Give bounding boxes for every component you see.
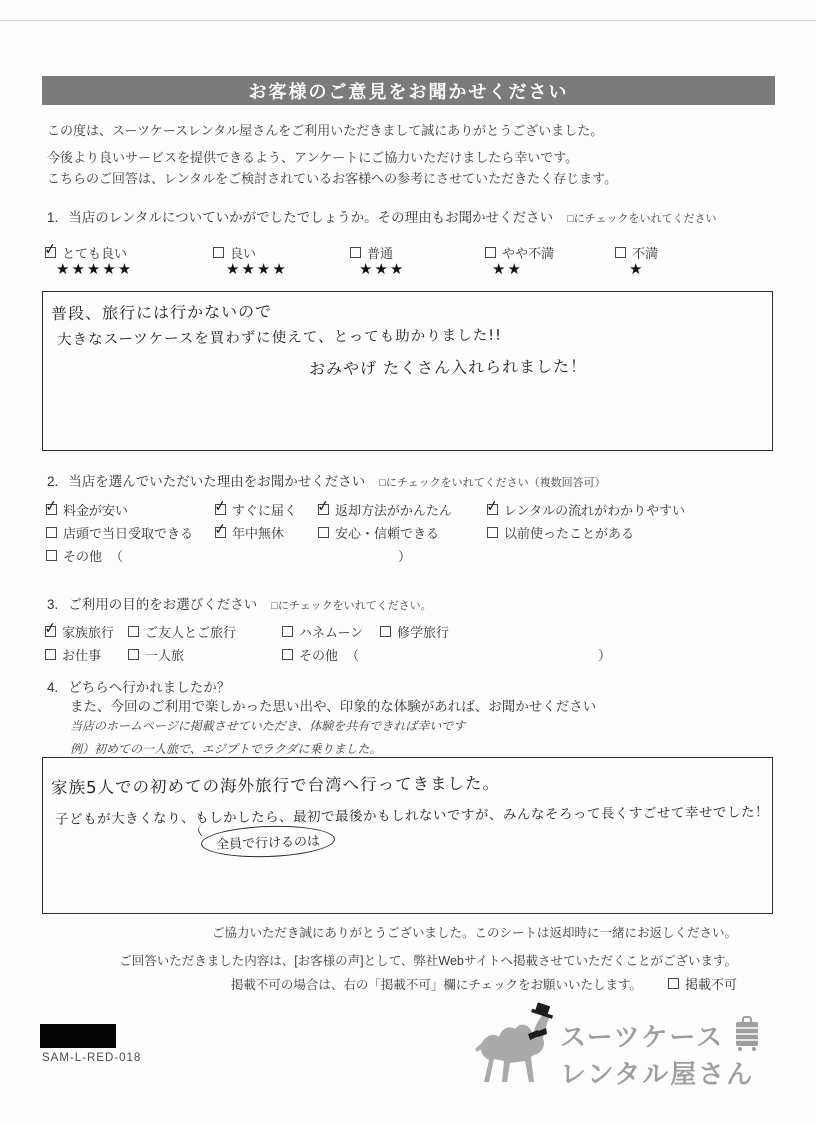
no-publish-option[interactable] [668,974,737,993]
checkbox-fast-delivery[interactable] [215,504,226,515]
logo-line-1: スーツケース [560,1021,725,1052]
suitcase-icon [734,1016,760,1057]
q1-heading [47,206,716,226]
star-rating-2: ★★ [492,261,523,278]
checkbox-open-all-year[interactable] [215,527,226,538]
intro-line-3: こちらのご回答は、レンタルをご検討されているお客様への参考にさせていただきたく存じます。 [47,171,618,186]
checkbox-slightly-dissatisfied[interactable] [485,247,496,258]
q2-option-other[interactable] [46,546,123,565]
option-label: やや不満 [502,246,555,261]
q4-note: 当店のホームページに掲載させていただき、体験を共有できれば幸いです [70,719,466,733]
checkbox-normal[interactable] [350,247,361,258]
q1-handwritten-line-2: 大きなスーツケースを買わずに使えて、とっても助かりました!! [56,327,502,349]
q3-number: 3. [47,597,59,612]
option-label: その他 [63,549,103,564]
option-label: 安心・信頼できる [335,526,440,541]
star-rating-1: ★ [629,261,645,278]
logo-wordmark [560,1016,760,1091]
q1-title: 当店のレンタルについていかがでしたでしょうか。その理由もお聞かせください [68,210,554,225]
q4-example: 例）初めての一人旅で、エジプトでラクダに乗りました。 [70,742,382,756]
intro-lines-2-3 [47,147,617,189]
footer-line-1: ご協力いただき誠にありがとうございました。このシートは返却時に一緒にお返しください。 [211,926,737,940]
checkbox-cheap[interactable] [46,504,57,515]
option-label: レンタルの流れがわかりやすい [504,503,686,518]
q1-number: 1. [47,210,59,225]
checkbox-trustworthy[interactable] [318,527,329,538]
logo-line-2: レンタル屋さん [560,1059,755,1089]
option-label: ご友人とご旅行 [145,625,237,640]
document-code: SAM-L-RED-018 [42,1052,142,1064]
checkbox-q3-other[interactable] [282,649,293,660]
q2-option-trustworthy[interactable] [318,523,439,542]
q4-heading [47,678,596,759]
q1-handwritten-line-1: 普段、旅行には行かないので [50,301,273,324]
option-label: 店頭で当日受取できる [63,526,194,541]
camel-logo-icon [468,1002,568,1102]
q2-option-store-pickup[interactable] [46,523,193,542]
q3-heading [47,593,432,613]
q3-title: ご利用の目的をお選びください [68,597,258,612]
star-rating-3: ★★★ [359,261,406,278]
scan-artifact-line [0,20,816,21]
checkbox-honeymoon[interactable] [282,626,293,637]
checkbox-friends-trip[interactable] [128,626,139,637]
q4-title-2: また、今回のご利用で楽しかった思い出や、印象的な体験があれば、お聞かせください [70,699,597,714]
other-open-paren: （ [346,648,360,663]
option-label: 以前使ったことがある [504,526,635,541]
q4-handwritten-line-2: 子どもが大きくなり、もしかしたら、最初で最後かもしれないですが、みんなそろって長くすごせて幸せでした！ [54,804,770,828]
q2-option-easy-return[interactable] [318,500,452,519]
q2-title: 当店を選んでいただいた理由をお聞かせください [68,474,366,489]
intro-line-2: 今後より良いサービスを提供できるよう、アンケートにご協力いただけましたら幸いです。 [47,150,579,165]
option-label: その他 [299,648,339,663]
option-label: ハネムーン [299,625,364,640]
q4-handwritten-line-1: 家族5人での初めての海外旅行で台湾へ行ってきました。 [50,773,501,798]
option-label: 不満 [632,246,659,261]
q2-heading [47,470,606,490]
footer-line-3-text: 掲載不可の場合は、右の「掲載不可」欄にチェックをお願いいたします。 [230,977,642,992]
checkbox-used-before[interactable] [487,527,498,538]
no-publish-label: 掲載不可 [684,977,737,992]
star-rating-4: ★★★★ [226,261,288,278]
q3-option-other[interactable] [282,645,359,664]
checkbox-family-trip[interactable] [45,626,56,637]
checkbox-work[interactable] [45,649,56,660]
q3-option-friends-trip[interactable] [128,622,236,641]
q1-answer-box[interactable] [42,291,773,451]
q2-other-close-paren: ） [398,549,412,564]
q3-option-solo-trip[interactable] [128,645,184,664]
checkbox-store-pickup[interactable] [46,527,57,538]
q3-option-honeymoon[interactable] [282,622,363,641]
star-rating-5: ★★★★★ [56,261,134,278]
other-open-paren: （ [110,549,124,564]
q2-option-open-all-year[interactable] [215,523,284,542]
option-label: 返却方法がかんたん [335,503,453,518]
option-label: すぐに届く [232,503,298,518]
option-label: 良い [230,246,257,261]
footer-line-3 [42,974,737,993]
q4-handwritten-insertion-bubble: 全員で行けるのは [200,824,335,860]
checkbox-dissatisfied[interactable] [615,247,626,258]
form-title: お客様のご意見をお聞かせください [248,81,569,102]
redacted-block [40,1024,116,1048]
q3-other-close-paren: ） [598,648,612,663]
option-label: お仕事 [62,648,102,663]
checkbox-solo-trip[interactable] [128,649,139,660]
q2-number: 2. [47,474,59,489]
option-label: 家族旅行 [62,625,115,640]
option-label: 年中無休 [232,526,285,541]
checkbox-good[interactable] [213,247,224,258]
q2-option-used-before[interactable] [487,523,634,542]
checkbox-no-publish[interactable] [668,978,679,989]
checkbox-easy-return[interactable] [318,504,329,515]
q4-answer-box[interactable] [42,757,773,914]
checkbox-school-trip[interactable] [380,626,391,637]
option-label: 料金が安い [63,503,129,518]
q2-note: □にチェックをいれてください（複数回答可） [379,477,606,489]
q3-option-school-trip[interactable] [380,622,449,641]
q2-option-cheap[interactable] [46,500,128,519]
q1-handwritten-line-3: おみやげ たくさん入れられました！ [308,356,588,379]
option-label: 修学旅行 [397,625,450,640]
q2-option-clear-process[interactable] [487,500,685,519]
q4-title-1: どちらへ行かれましたか？ [68,680,231,695]
option-label: 普通 [367,246,394,261]
q3-note: □にチェックをいれてください。 [271,600,432,612]
option-label: とても良い [62,246,128,261]
checkbox-other[interactable] [46,550,57,561]
q2-option-fast-delivery[interactable] [215,500,297,519]
footer-line-2: ご回答いただきました内容は、[お客様の声]として、弊社Webサイトへ掲載させていただくことがございます。 [119,954,737,968]
q3-option-work[interactable] [45,645,101,664]
checkbox-clear-process[interactable] [487,504,498,515]
q4-number: 4. [47,680,59,695]
intro-line-1: この度は、スーツケースレンタル屋さんをご利用いただきまして誠にありがとうございました。 [47,123,604,138]
option-label: 一人旅 [145,648,185,663]
q1-note: □にチェックをいれてください [567,213,717,225]
q3-option-family-trip[interactable] [45,622,114,641]
form-title-bar [42,76,775,105]
checkbox-very-good[interactable] [45,247,56,258]
